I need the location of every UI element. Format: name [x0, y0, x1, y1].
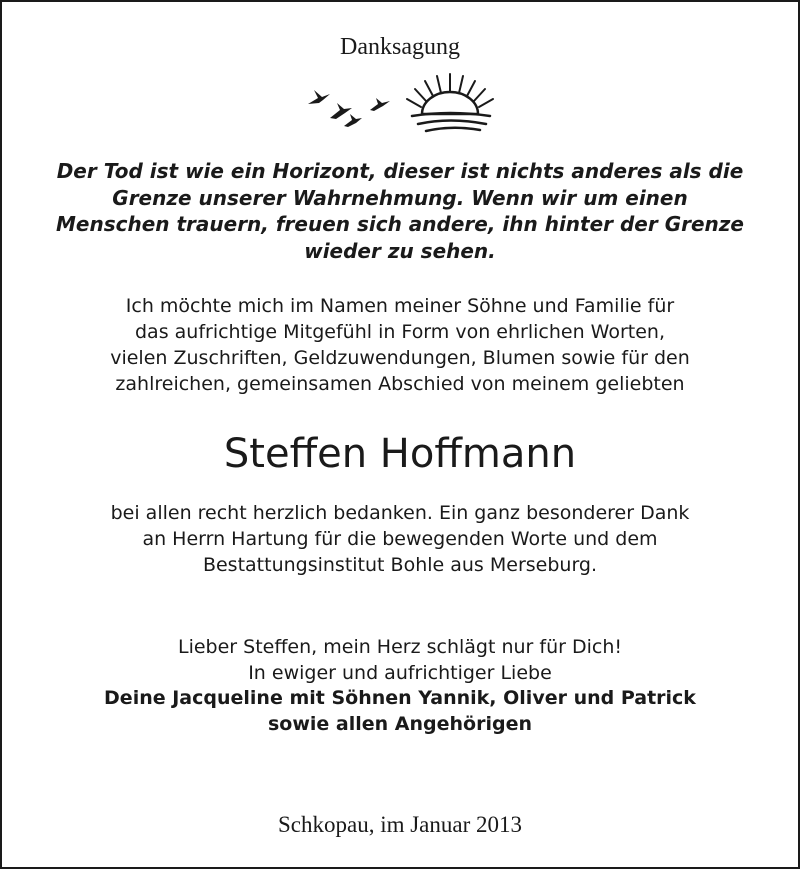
closing-block — [22, 635, 778, 737]
signature-line: Deine Jacqueline mit Söhnen Yannik, Oliver und Patrick — [104, 687, 696, 709]
signature-line: sowie allen Angehörigen — [268, 712, 532, 735]
acknowledgement-paragraph — [22, 500, 778, 578]
thanks-paragraph — [22, 293, 778, 397]
notice-title: Danksagung — [340, 34, 460, 60]
paragraph-line: an Herrn Hartung für die bewegenden Worte und dem — [142, 528, 658, 550]
quote-block — [42, 158, 758, 264]
quote-line: wieder zu sehen. — [304, 238, 496, 263]
closing-line: In ewiger und aufrichtiger Liebe — [248, 661, 552, 684]
birds-sunrise-icon — [300, 70, 500, 136]
paragraph-line: das aufrichtige Mitgefühl in Form von ehrlichen Worten, — [135, 321, 665, 343]
quote-line: Der Tod ist wie ein Horizont, dieser ist nichts anderes als die — [56, 159, 744, 183]
paragraph-line: vielen Zuschriften, Geldzuwendungen, Blumen sowie für den — [110, 347, 690, 369]
place-date: Schkopau, im Januar 2013 — [277, 812, 522, 837]
quote-line: Grenze unserer Wahrnehmung. Wenn wir um einen — [112, 185, 688, 210]
paragraph-line: zahlreichen, gemeinsamen Abschied von meinem geliebten — [115, 373, 685, 395]
closing-line: Lieber Steffen, mein Herz schlägt nur für Dich! — [177, 636, 622, 658]
quote-line: Menschen trauern, freuen sich andere, ihn hinter der Grenze — [56, 212, 744, 236]
paragraph-line: Bestattungsinstitut Bohle aus Merseburg. — [202, 554, 598, 576]
paragraph-line: bei allen recht herzlich bedanken. Ein ganz besonderer Dank — [110, 502, 690, 524]
paragraph-line: Ich möchte mich im Namen meiner Söhne und Familie für — [125, 295, 675, 317]
deceased-name: Steffen Hoffmann — [223, 431, 577, 477]
